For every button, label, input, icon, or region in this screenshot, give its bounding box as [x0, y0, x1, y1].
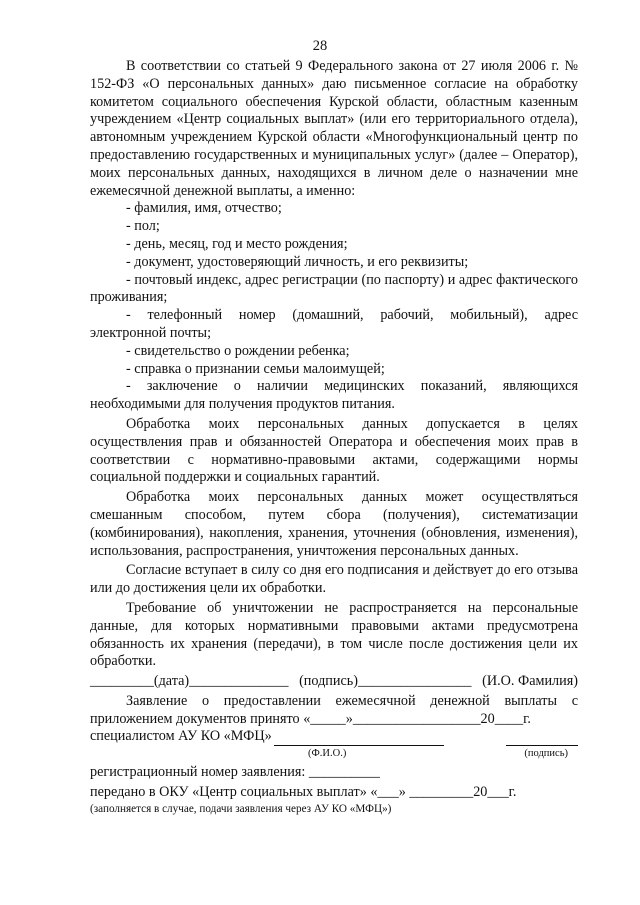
- consent-intro: В соответствии со статьей 9 Федерального закона от 27 июля 2006 г. № 152-ФЗ «О персональных данных» даю письменное согласие на обработку комитетом социального обеспечения Курской области, областным казенным учреждением «Центр социальных выплат» (или его территориального отдела), автономным учреждением Курской области «Многофункциональный центр по предоставлению государственных и муниципальных услуг» (далее – Оператор), моих персональных данных, находящихся в личном деле о назначении мне ежемесячной денежной выплаты, а именно:: [90, 58, 578, 199]
- consent-destruction: Требование об уничтожении не распространяется на персональные данные, для которых нормативными правовыми актами предусмотрена обязанность их хранения (передачи), в том числе после достижения цели их обработки.: [90, 599, 578, 670]
- consent-validity: Согласие вступает в силу со дня его подписания и действует до его отзыва или до достижения цели их обработки.: [90, 562, 578, 597]
- specialist-line: [90, 728, 578, 746]
- signature-sign-field[interactable]: (подпись)________________: [299, 673, 472, 690]
- list-item: - справка о признании семьи малоимущей;: [126, 360, 385, 377]
- list-item: - почтовый индекс, адрес регистрации (по паспорту) и адрес фактического проживания;: [90, 271, 578, 306]
- sign-label: (подпись): [524, 748, 568, 760]
- transfer-line[interactable]: передано в ОКУ «Центр социальных выплат» «___» _________20___г.: [90, 784, 517, 801]
- list-item: - свидетельство о рождении ребенка;: [126, 342, 350, 359]
- mfc-note: (заполняется в случае, подачи заявления через АУ КО «МФЦ»): [90, 802, 392, 815]
- signature-name-label: (И.О. Фамилия): [482, 673, 578, 690]
- specialist-labels: [90, 747, 578, 760]
- acceptance-text: Заявление о предоставлении ежемесячной денежной выплаты с приложением документов принято «_____»__________________20____г.: [90, 692, 578, 727]
- registration-number[interactable]: регистрационный номер заявления: __________: [90, 764, 380, 781]
- list-item: - фамилия, имя, отчество;: [126, 200, 282, 217]
- specialist-fio-field[interactable]: [274, 731, 444, 746]
- signature-date-field[interactable]: _________(дата)______________: [90, 673, 289, 690]
- list-item: - заключение о наличии медицинских показаний, являющихся необходимыми для получения продуктов питания.: [90, 378, 578, 413]
- specialist-label: специалистом АУ КО «МФЦ»: [90, 728, 272, 745]
- consent-method: Обработка моих персональных данных может осуществляться смешанным способом, путем сбора (получения), систематизации (комбинирования), накопления, хранения, уточнения (обновления, изменения), использования, распространения, уничтожения персональных данных.: [90, 489, 578, 559]
- list-item: - телефонный номер (домашний, рабочий, мобильный), адрес электронной почты;: [90, 307, 578, 341]
- document-body: [90, 58, 578, 816]
- list-item: - день, месяц, год и место рождения;: [126, 235, 348, 252]
- page-number: 28: [312, 38, 328, 54]
- signature-line: [90, 673, 578, 691]
- consent-purpose: Обработка моих персональных данных допускается в целях осуществления прав и обязанностей Оператора и обеспечения моих прав в соответствии с нормативно-правовыми актами, содержащими нормы социальной поддержки и социальных гарантий.: [90, 415, 578, 486]
- specialist-sign-field[interactable]: [506, 731, 578, 746]
- fio-label: (Ф.И.О.): [308, 748, 347, 760]
- list-item: - пол;: [126, 218, 160, 235]
- list-item: - документ, удостоверяющий личность, и его реквизиты;: [126, 253, 469, 270]
